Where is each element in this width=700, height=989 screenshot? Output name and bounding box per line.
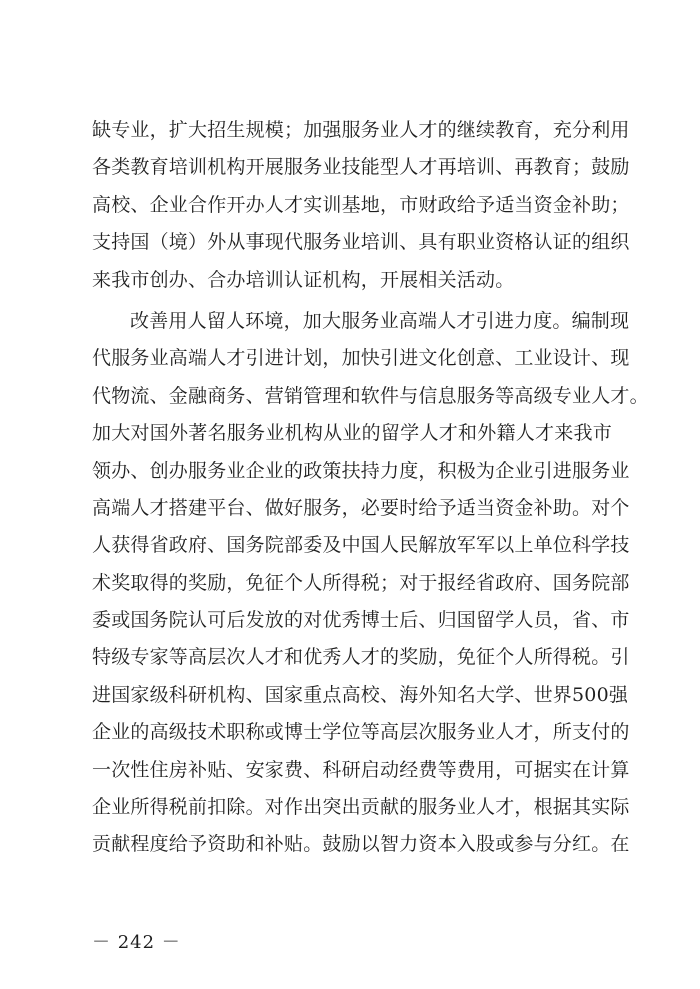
paragraph-line: 一次性住房补贴、安家费、科研启动经费等费用，可据实在计算 (92, 758, 630, 781)
paragraph-line: 贡献程度给予资助和补贴。鼓励以智力资本入股或参与分红。在 (92, 833, 630, 856)
body-text (92, 112, 649, 864)
paragraph-line: 进国家级科研机构、国家重点高校、海外知名大学、世界500强 (92, 683, 629, 706)
paragraph-line: 委或国务院认可后发放的对优秀博士后、归国留学人员，省、市 (92, 609, 630, 632)
paragraph-line: 高校、企业合作开办人才实训基地，市财政给予适当资金补助； (92, 193, 630, 216)
paragraph-2 (92, 303, 649, 864)
paragraph-line: 高端人才搭建平台、做好服务，必要时给予适当资金补助。对个 (92, 496, 630, 519)
paragraph-line: 来我市创办、合办培训认证机构，开展相关活动。 (92, 268, 515, 291)
paragraph-line: 加大对国外著名服务业机构从业的留学人才和外籍人才来我市 (92, 422, 612, 445)
paragraph-line: 代物流、金融商务、营销管理和软件与信息服务等高级专业人才。 (92, 384, 649, 407)
paragraph-line: 代服务业高端人才引进计划，加快引进文化创意、工业设计、现 (92, 347, 630, 370)
paragraph-line: 各类教育培训机构开展服务业技能型人才再培训、再教育；鼓励 (92, 156, 630, 179)
paragraph-line: 改善用人留人环境，加大服务业高端人才引进力度。编制现 (130, 309, 630, 332)
paragraph-line: 支持国（境）外从事现代服务业培训、具有职业资格认证的组织 (92, 231, 630, 254)
paragraph-1 (92, 112, 630, 299)
paragraph-line: 缺专业，扩大招生规模；加强服务业人才的继续教育，充分利用 (92, 119, 630, 141)
paragraph-line: 企业的高级技术职称或博士学位等高层次服务业人才，所支付的 (92, 721, 630, 744)
paragraph-line: 特级专家等高层次人才和优秀人才的奖励，免征个人所得税。引 (92, 646, 630, 669)
paragraph-line: 领办、创办服务业企业的政策扶持力度，积极为企业引进服务业 (92, 459, 630, 482)
page-number: － 242 － (92, 932, 181, 953)
paragraph-line: 术奖取得的奖励，免征个人所得税；对于报经省政府、国务院部 (92, 571, 630, 594)
paragraph-line: 企业所得税前扣除。对作出突出贡献的服务业人才，根据其实际 (92, 796, 630, 819)
paragraph-line: 人获得省政府、国务院部委及中国人民解放军军以上单位科学技 (92, 534, 630, 557)
